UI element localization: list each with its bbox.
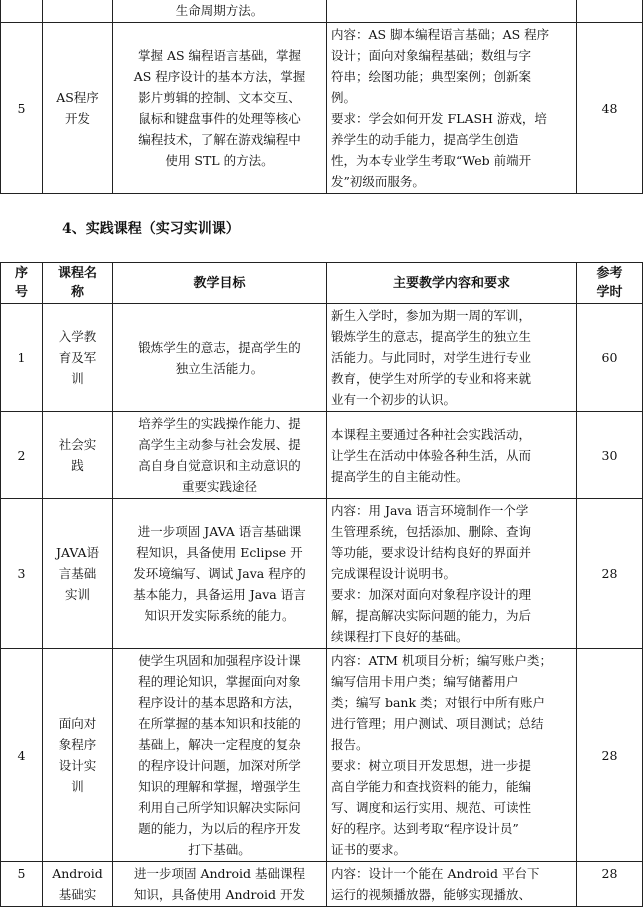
text-line: 进一步项固 JAVA 语言基础课 bbox=[137, 524, 302, 539]
cell-goal: 生命周期方法。 bbox=[113, 0, 327, 23]
text-line: 编程技术，了解在游戏编程中 bbox=[138, 132, 301, 147]
cell-hours: 28 bbox=[577, 499, 643, 649]
cell-hours bbox=[577, 0, 643, 23]
text-line: 面向对 bbox=[58, 716, 97, 731]
text-line: 进行管理；用户测试、项目测试；总结 bbox=[331, 716, 544, 731]
text-line: 重要实践途径 bbox=[181, 479, 257, 494]
cell-name bbox=[43, 23, 113, 194]
text-line: 发环境编写、调试 Java 程序的 bbox=[133, 566, 306, 581]
cell-content bbox=[327, 862, 577, 907]
table-row bbox=[1, 23, 643, 194]
text-line: 等功能，要求设计结构良好的界面并 bbox=[331, 545, 532, 560]
text-line: 性，为本专业学生考取“Web 前端开 bbox=[331, 153, 532, 168]
text-line: 题的能力，为以后的程序开发 bbox=[138, 821, 301, 836]
text-line: 教育，使学生对所学的专业和将来就 bbox=[331, 371, 532, 386]
text-line: 活能力。与此同时，对学生进行专业 bbox=[331, 350, 532, 365]
text-line: 新生入学时，参加为期一周的军训， bbox=[331, 308, 532, 323]
table-body bbox=[1, 304, 643, 907]
text-line: 例。 bbox=[331, 90, 357, 105]
cell-content bbox=[327, 23, 577, 194]
cell-name bbox=[43, 0, 113, 23]
text-line: 基础实 bbox=[58, 887, 97, 902]
text-line: 本课程主要通过各种社会实践活动， bbox=[331, 426, 532, 442]
practice-course-table bbox=[0, 262, 643, 907]
cell-hours: 48 bbox=[577, 23, 643, 194]
cell-goal bbox=[113, 412, 327, 499]
text-line: 知识的理解和掌握，增强学生 bbox=[138, 779, 301, 794]
text-line: 解，提高解决实际问题的能力，为后 bbox=[331, 608, 532, 623]
text-line: 写、调度和运行实用、规范、可读性 bbox=[331, 800, 532, 815]
cell-no: 2 bbox=[1, 412, 43, 499]
cell-goal bbox=[113, 304, 327, 412]
text-line: 培养学生的实践操作能力、提 bbox=[138, 416, 301, 431]
text-line: 发”初级而服务。 bbox=[331, 174, 425, 189]
text-line: 要求：学会如何开发 FLASH 游戏，培 bbox=[331, 111, 547, 126]
table-row bbox=[1, 304, 643, 412]
text-line: 提高学生的自主能动性。 bbox=[331, 468, 469, 484]
text-line: 养学生的动手能力，提高学生创造 bbox=[331, 132, 519, 147]
text-line: 入学教 bbox=[58, 329, 97, 344]
header-name bbox=[43, 263, 113, 304]
text-line: 设计；面向对象编程基础；数组与字 bbox=[331, 48, 532, 63]
cell-content bbox=[327, 412, 577, 499]
text-line: 使学生巩固和加强程序设计课 bbox=[138, 653, 301, 668]
text-line: 锻炼学生的意志，提高学生的独立生 bbox=[331, 329, 532, 344]
text-line: 利用自己所学知识解决实际问 bbox=[138, 800, 301, 815]
previous-course-table bbox=[0, 0, 643, 194]
text-line: 基本能力，具备运用 Java 语言 bbox=[133, 587, 306, 602]
text-line: 社会实 bbox=[58, 437, 97, 452]
table-row bbox=[1, 862, 643, 907]
text-line: 程序设计的基本思路和方法， bbox=[138, 695, 301, 710]
text-line: 运行的视频播放器，能够实现播放、 bbox=[331, 887, 532, 902]
header-goal: 教学目标 bbox=[113, 263, 327, 304]
cell-content bbox=[327, 304, 577, 412]
text-line: 让学生在活动中体验各种生活，从而 bbox=[331, 447, 532, 463]
cell-no bbox=[1, 0, 43, 23]
text-line: 独立生活能力。 bbox=[175, 360, 264, 376]
text-line: 内容：用 Java 语言环境制作一个学 bbox=[331, 503, 529, 518]
text-line: 言基础 bbox=[58, 566, 97, 581]
header-hours bbox=[577, 263, 643, 304]
cell-name bbox=[43, 499, 113, 649]
text-line: 设计实 bbox=[58, 758, 97, 773]
text-line: 报告。 bbox=[331, 737, 369, 752]
text-line: 要求：加深对面向对象程序设计的理 bbox=[331, 587, 532, 602]
text-line: 课程名 bbox=[57, 266, 97, 281]
text-line: 程知识，具备使用 Eclipse 开 bbox=[136, 545, 303, 560]
cell-goal bbox=[113, 499, 327, 649]
text-line: 符串；绘图功能；典型案例；创新案 bbox=[331, 69, 532, 84]
text-line: 完成课程设计说明书。 bbox=[331, 566, 457, 581]
section-heading: 4、实践课程（实习实训课） bbox=[62, 221, 240, 237]
text-line: 使用 STL 的方法。 bbox=[165, 153, 274, 168]
text-line: 要求：树立项目开发思想，进一步提 bbox=[331, 758, 532, 773]
text-line: 序 bbox=[14, 266, 28, 281]
text-line: JAVA语 bbox=[55, 545, 100, 560]
text-line: 训 bbox=[71, 779, 84, 794]
text-line: 内容：设计一个能在 Android 平台下 bbox=[331, 866, 540, 881]
text-line: 内容：ATM 机项目分析；编写账户类； bbox=[331, 653, 552, 668]
cell-goal bbox=[113, 649, 327, 862]
text-line: 象程序 bbox=[58, 737, 97, 752]
text-line: 内容：AS 脚本编程语言基础；AS 程序 bbox=[331, 27, 550, 42]
text-line: 训 bbox=[71, 371, 84, 386]
text-line: 证书的要求。 bbox=[331, 842, 407, 857]
table-header-row bbox=[1, 263, 643, 304]
text-line: 在所掌握的基本知识和技能的 bbox=[138, 716, 301, 731]
text-line: 的程序设计问题，加深对所学 bbox=[138, 758, 301, 773]
text-line: 基础上，解决一定程度的复杂 bbox=[138, 737, 301, 752]
text-line: 编写信用卡用户类；编写储蓄用户 bbox=[331, 674, 519, 689]
cell-no: 3 bbox=[1, 499, 43, 649]
text-line: 鼠标和键盘事件的处理等核心 bbox=[138, 111, 301, 126]
cell-no: 5 bbox=[1, 862, 43, 907]
cell-content bbox=[327, 649, 577, 862]
cell-goal bbox=[113, 23, 327, 194]
text-line: 锻炼学生的意志，提高学生的 bbox=[138, 339, 301, 355]
cell-hours: 28 bbox=[577, 862, 643, 907]
table-row bbox=[1, 0, 643, 23]
text-line: 好的程序。达到考取“程序设计员” bbox=[331, 821, 519, 836]
text-line: 高自身自觉意识和主动意识的 bbox=[138, 458, 301, 473]
text-line: 续课程打下良好的基础。 bbox=[331, 629, 469, 644]
cell-name bbox=[43, 862, 113, 907]
table-row bbox=[1, 499, 643, 649]
text-line: 打下基础。 bbox=[188, 842, 251, 857]
cell-goal bbox=[113, 862, 327, 907]
text-line: 影片剪辑的控制、文本交互、 bbox=[138, 90, 301, 105]
cell-no: 1 bbox=[1, 304, 43, 412]
header-content: 主要教学内容和要求 bbox=[327, 263, 577, 304]
text-line: 称 bbox=[70, 285, 84, 300]
text-line: 实训 bbox=[64, 587, 90, 602]
text-line: 号 bbox=[14, 285, 28, 300]
cell-name bbox=[43, 649, 113, 862]
text-line: 进一步项固 Android 基础课程 bbox=[133, 866, 306, 881]
text-line: 高学生主动参与社会发展、提 bbox=[138, 437, 301, 452]
text-line: 知识开发实际系统的能力。 bbox=[144, 608, 295, 623]
text-line: 掌握 AS 编程语言基础，掌握 bbox=[137, 48, 302, 63]
text-line: 开发 bbox=[64, 111, 90, 126]
text-line: Android bbox=[52, 866, 103, 881]
cell-name bbox=[43, 304, 113, 412]
cell-hours: 30 bbox=[577, 412, 643, 499]
text-line: 践 bbox=[71, 458, 84, 473]
header-no bbox=[1, 263, 43, 304]
text-line: 业有一个初步的认识。 bbox=[331, 392, 457, 407]
text-line: 参考 bbox=[596, 266, 623, 281]
text-line: AS程序 bbox=[56, 90, 99, 105]
text-line: 育及军 bbox=[58, 350, 97, 365]
cell-no: 4 bbox=[1, 649, 43, 862]
table-row bbox=[1, 412, 643, 499]
text-line: 程的理论知识，掌握面向对象 bbox=[138, 674, 301, 689]
cell-hours: 60 bbox=[577, 304, 643, 412]
cell-content bbox=[327, 0, 577, 23]
text-line: 类；编写 bank 类；对银行中所有账户 bbox=[331, 695, 546, 710]
table-row bbox=[1, 649, 643, 862]
text-line: 知识，具备使用 Android 开发 bbox=[133, 887, 306, 902]
text-line: 高自学能力和查找资料的能力，能编 bbox=[331, 779, 532, 794]
cell-no: 5 bbox=[1, 23, 43, 194]
text-line: 生管理系统，包括添加、删除、查询 bbox=[331, 524, 532, 539]
text-line: 学时 bbox=[596, 285, 623, 300]
cell-hours: 28 bbox=[577, 649, 643, 862]
cell-content bbox=[327, 499, 577, 649]
text-line: AS 程序设计的基本方法，掌握 bbox=[133, 69, 306, 84]
cell-name bbox=[43, 412, 113, 499]
